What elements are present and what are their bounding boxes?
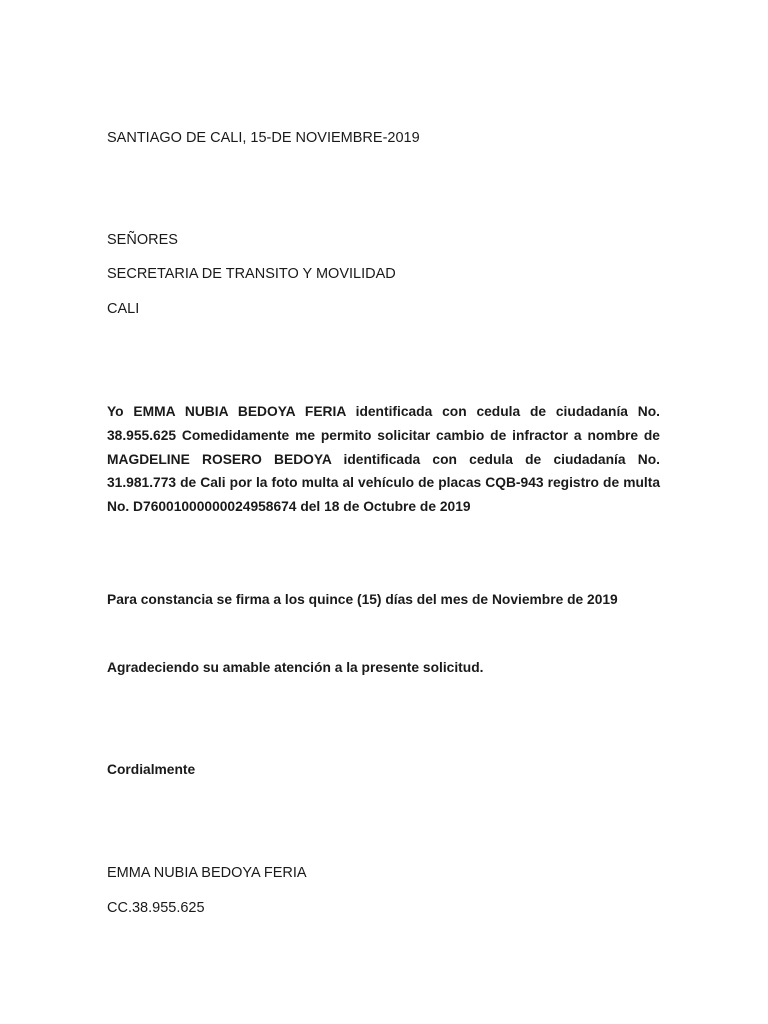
thanks-paragraph: Agradeciendo su amable atención a la presente solicitud. xyxy=(107,660,484,675)
date-line: SANTIAGO DE CALI, 15-DE NOVIEMBRE-2019 xyxy=(107,130,420,146)
recipient-city: CALI xyxy=(107,301,140,317)
recipient-salutation: SEÑORES xyxy=(107,232,178,248)
request-paragraph: Yo EMMA NUBIA BEDOYA FERIA identificada con cedula de ciudadanía No. 38.955.625 Comedidamente me permito solicitar cambio de infractor a nombre de MAGDELINE ROSERO BEDOYA identificada con cedula de ciudadanía No. 31.981.773 de Cali por la foto multa al vehículo de placas CQB-943 registro de multa No. D76001000000024958674 del 18 de Octubre de 2019 xyxy=(107,404,660,515)
recipient-organization: SECRETARIA DE TRANSITO Y MOVILIDAD xyxy=(107,266,396,282)
closing-line: Cordialmente xyxy=(107,762,196,777)
signature-name: EMMA NUBIA BEDOYA FERIA xyxy=(107,865,307,881)
record-paragraph: Para constancia se firma a los quince (15) días del mes de Noviembre de 2019 xyxy=(107,592,618,607)
signature-id: CC.38.955.625 xyxy=(107,900,205,916)
